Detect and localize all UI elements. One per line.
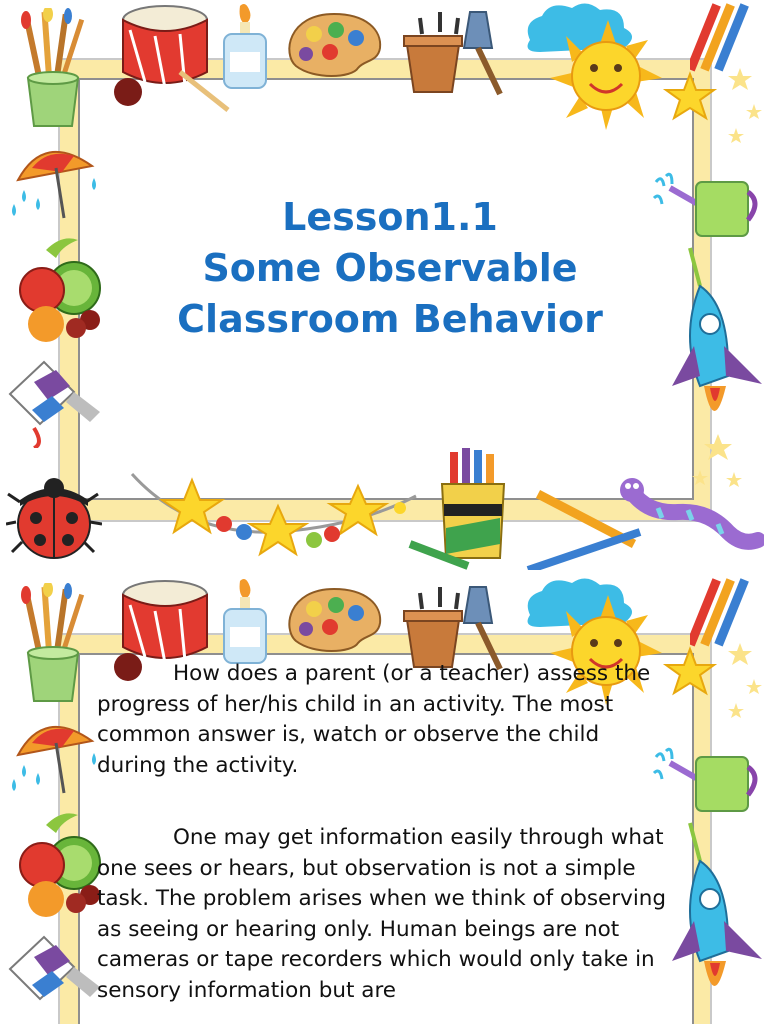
- glue-bottle-icon: [218, 577, 272, 667]
- drum-icon: [110, 2, 230, 112]
- worm-icon: [618, 474, 764, 554]
- body-paragraph: One may get information easily through what one sees or hears, but observation is not a simple task. The problem arises when we think of observing as seeing or hearing only. Human beings are not cameras or tape recorders which would only take in sensory information but are: [97, 825, 667, 1003]
- paintbrush-cup-icon: [8, 583, 108, 703]
- title-line: Some Observable: [202, 246, 578, 290]
- body-paragraph: How does a parent (or a teacher) assess the progress of her/his child in an activity. The most common answer is, watch or observe the child during the activity.: [97, 661, 651, 778]
- paint-tube-icon: [4, 927, 108, 1023]
- paint-tube-icon: [4, 352, 108, 448]
- sun-icon: [520, 0, 670, 130]
- slide-title: [80, 192, 700, 345]
- ladybug-icon: [6, 472, 102, 564]
- glue-bottle-icon: [218, 2, 272, 92]
- content-slide: [0, 575, 768, 1024]
- title-line: Lesson1.1: [282, 195, 498, 239]
- flower-pot-icon: [400, 8, 510, 98]
- fruit-icon: [6, 807, 106, 917]
- star-garland-icon: [128, 466, 418, 566]
- umbrella-icon: [4, 713, 104, 803]
- title-line: Classroom Behavior: [177, 297, 603, 341]
- paint-palette-icon: [284, 585, 384, 655]
- paint-palette-icon: [284, 10, 384, 80]
- star-icon: [660, 64, 768, 174]
- paintbrush-cup-icon: [8, 8, 108, 128]
- slide-body-text: [97, 659, 667, 1024]
- star-icon: [660, 639, 768, 749]
- rocket-icon: [670, 821, 766, 1011]
